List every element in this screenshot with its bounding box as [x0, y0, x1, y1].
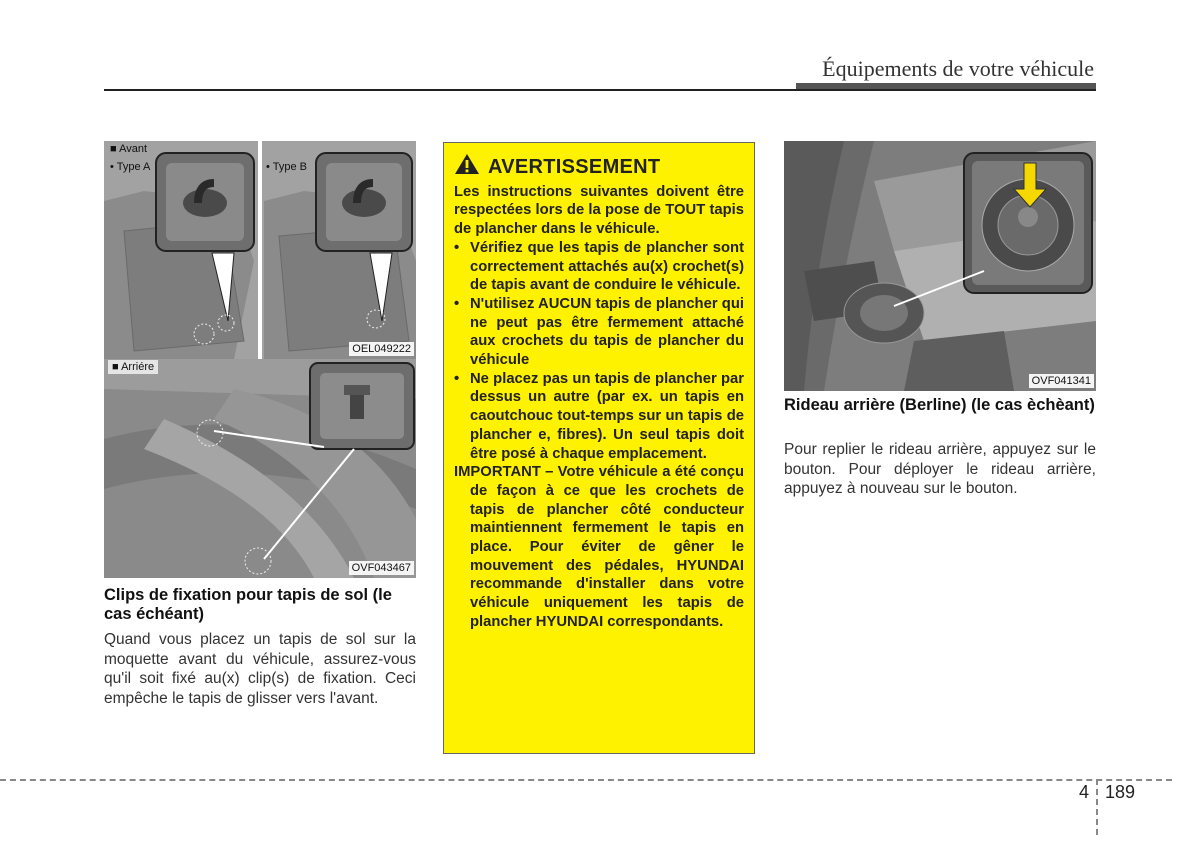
- warning-triangle-icon: [454, 153, 480, 181]
- rear-figure-code: OVF043467: [349, 561, 414, 575]
- rear-section-label: ■ Arriére: [108, 360, 158, 374]
- rear-mat-drawing: [104, 359, 416, 578]
- warning-title: AVERTISSEMENT: [488, 155, 661, 178]
- type-a-label: • Type A: [110, 161, 151, 173]
- curtain-figure-code: OVF041341: [1029, 374, 1094, 388]
- header-rule: [104, 89, 1096, 91]
- front-mat-drawing: [104, 141, 416, 359]
- rear-curtain-illustration: [784, 141, 1096, 391]
- section-title: Équipements de votre véhicule: [822, 56, 1094, 81]
- front-section-label: ■ Avant: [110, 143, 148, 155]
- front-mat-illustration: [104, 141, 416, 359]
- warning-bullet: • Ne placez pas un tapis de plancher par dessus un autre (par ex. un tapis en caoutchouc tout-temps sur un tapis de plancher e, fibres). Un seul tapis doit être posé à chaque emplacement.: [454, 370, 744, 464]
- rear-curtain-body: Pour replier le rideau arrière, appuyez sur le bouton. Pour déployer le rideau arrière, appuyez à nouveau sur le bouton.: [784, 441, 1096, 497]
- type-b-label: • Type B: [266, 161, 307, 173]
- warning-box: [443, 142, 755, 754]
- footer-divider: [1096, 779, 1098, 835]
- warning-intro: Les instructions suivantes doivent être respectées lors de la pose de TOUT tapis de plancher dans le véhicule.: [454, 183, 744, 238]
- warning-bullet: • Vérifiez que les tapis de plancher sont correctement attachés au(x) crochet(s) de tapis avant de conduire le véhicule.: [454, 239, 744, 295]
- warning-header: [454, 153, 744, 181]
- footer-rule: [0, 779, 1172, 781]
- page-number: 189: [1105, 782, 1136, 802]
- front-figure-code: OEL049222: [349, 342, 414, 356]
- mat-clips-body: Quand vous placez un tapis de sol sur la moquette avant du véhicule, assurez-vous qu'il soit fixé au(x) clip(s) de fixation. Ceci empêche le tapis de glisser vers l'avant.: [104, 631, 416, 707]
- warning-bullet: • N'utilisez AUCUN tapis de plancher qui ne peut pas être fermement attaché aux crochets du tapis de plancher du véhicule: [454, 295, 744, 370]
- rear-curtain-heading: Rideau arrière (Berline) (le cas èchèant): [784, 396, 1095, 414]
- warning-important: IMPORTANT – Votre véhicule a été conçu de façon à ce que les crochets de tapis de plancher côté conducteur maintiennent fermement le tapis en place. Pour éviter de gêner le mouvement des pédales, HYUNDAI recommande d'installer dans votre véhicule uniquement les tapis de plancher HYUNDAI correspondants.: [454, 464, 744, 630]
- curtain-drawing: [784, 141, 1096, 391]
- chapter-number: 4: [1079, 782, 1090, 802]
- mat-clips-heading: Clips de fixation pour tapis de sol (le cas échéant): [104, 586, 392, 623]
- warning-list: [454, 239, 744, 463]
- rear-mat-illustration: [104, 359, 416, 578]
